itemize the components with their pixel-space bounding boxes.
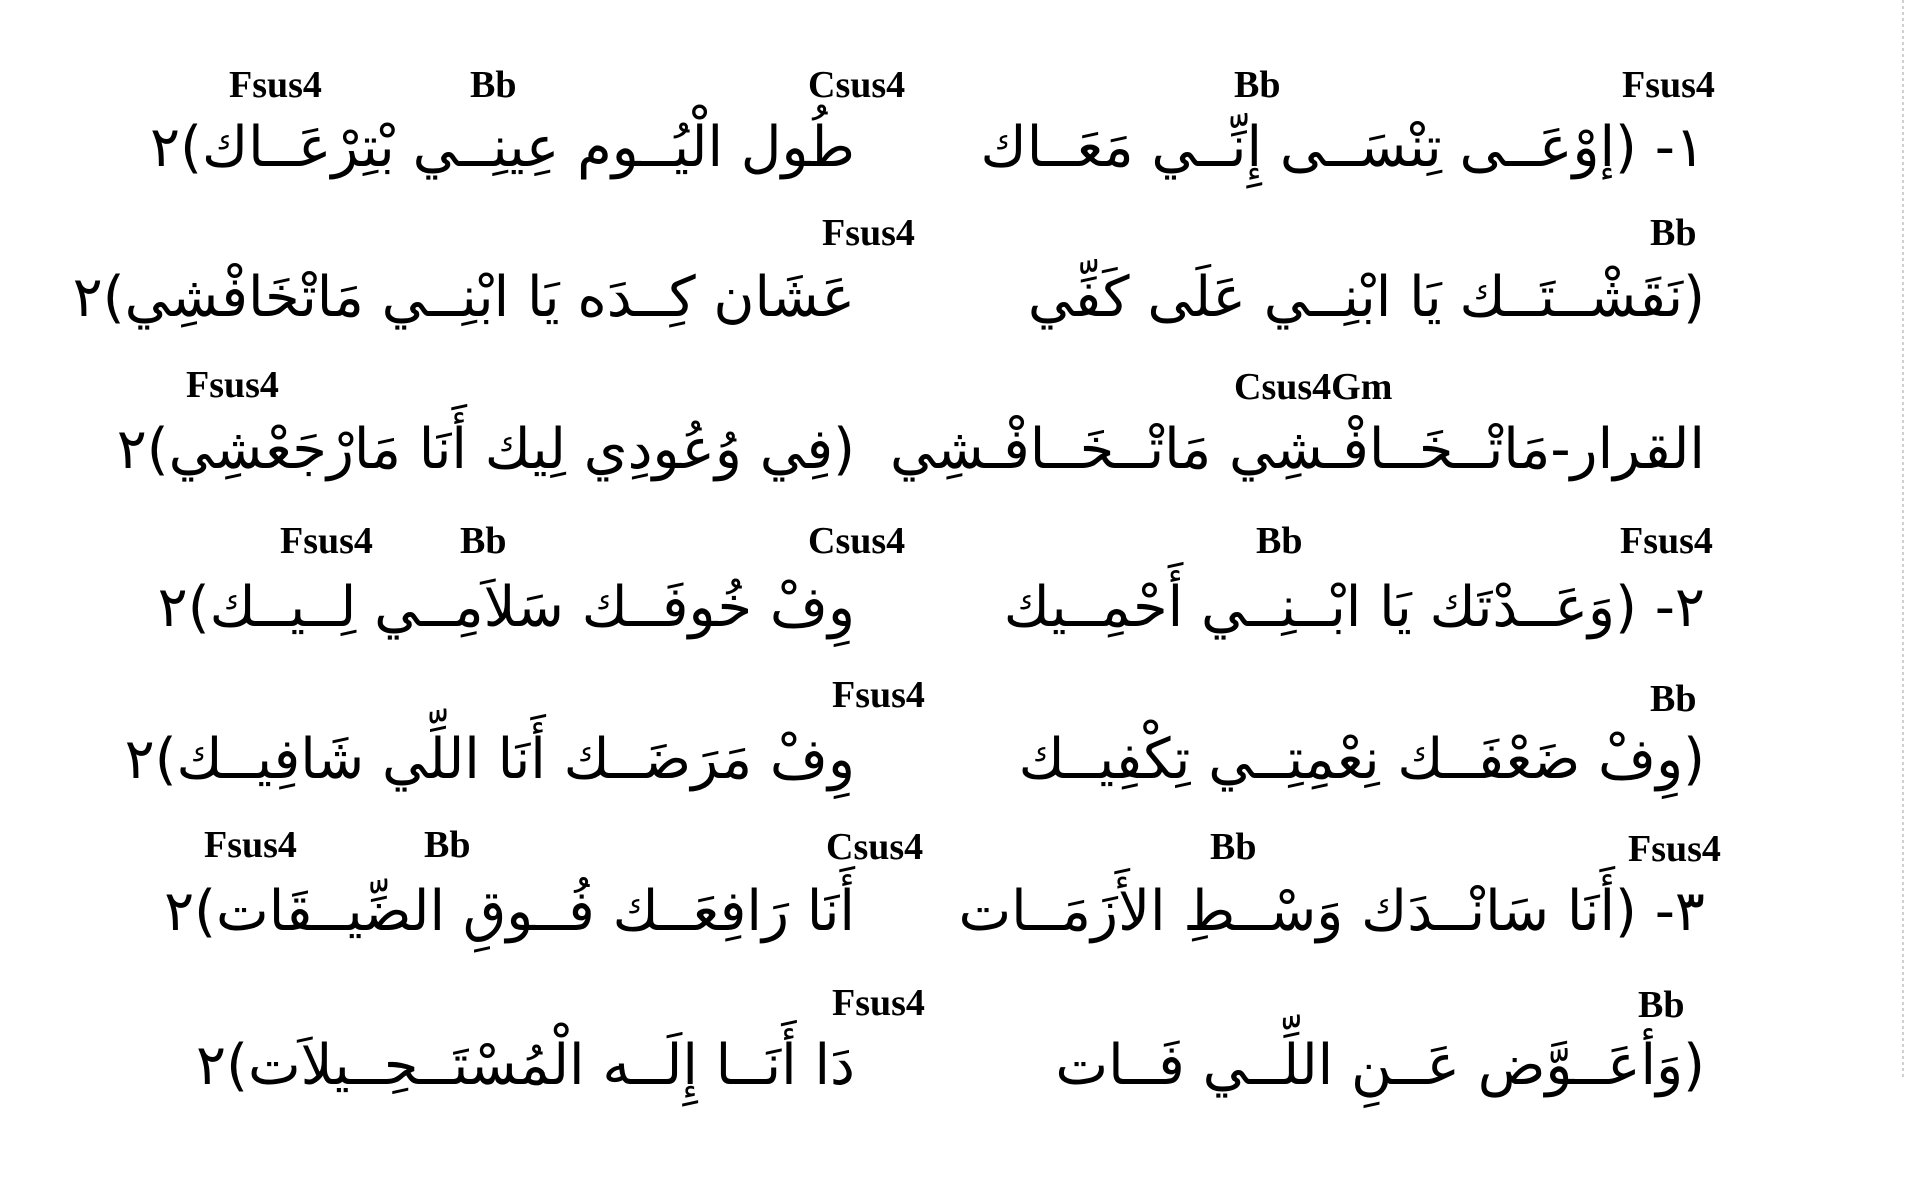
chord-label: Bb: [1650, 678, 1697, 720]
chord-label: Bb: [1234, 64, 1281, 106]
lyric-line-right: (نَقَشْــتَــك يَا ابْنِــي عَلَى كَفِّي: [1027, 265, 1705, 330]
lyric-line-right: ٢- (وَعَــدْتَك يَا ابْــنِــي أَحْمِــيك: [1003, 575, 1705, 640]
lyric-line-left: عَشَان كِــدَه يَا ابْنِــي مَاتْخَافْشِي)٢: [72, 265, 855, 330]
page-edge-line: [1902, 0, 1904, 1080]
chord-label: Csus4: [826, 826, 924, 868]
lyric-line-left: وِفْ خُوفَــك سَلاَمِــي لِــيــك)٢: [157, 575, 855, 640]
chord-label: Csus4Gm: [1234, 366, 1393, 408]
chord-label: Fsus4: [822, 212, 915, 254]
lyric-line-left: أَنَا رَافِعَــك فُــوقِ الضِّيــقَات)٢: [164, 879, 855, 944]
lyric-line-right: ١- (إوْعَــى تِنْسَــى إِنِّــي مَعَــاك: [980, 115, 1705, 180]
lyric-line-right: (وِفْ ضَعْفَــك نِعْمِتِــي تِكْفِيــك: [1018, 727, 1705, 792]
chord-label: Bb: [424, 824, 471, 866]
lyric-line-left: (فِي وُعُودِي لِيك أَنَا مَارْجَعْشِي)٢: [116, 417, 855, 482]
chord-label: Bb: [1650, 212, 1697, 254]
chord-label: Fsus4: [1628, 828, 1721, 870]
chord-label: Fsus4: [1620, 520, 1713, 562]
chord-label: Fsus4: [280, 520, 373, 562]
chord-label: Bb: [460, 520, 507, 562]
chord-label: Fsus4: [1622, 64, 1715, 106]
lyric-line-left: دَا أَنَــا إِلَــه الْمُسْتَــحِــيلاَت)٢: [196, 1033, 855, 1098]
chord-label: Bb: [1638, 984, 1685, 1026]
chord-label: Csus4: [808, 520, 906, 562]
chord-label: Bb: [470, 64, 517, 106]
lyric-line-left: وِفْ مَرَضَــك أَنَا اللِّي شَافِيــك)٢: [124, 727, 855, 792]
chord-label: Fsus4: [832, 982, 925, 1024]
lyric-line-right: القرار-مَاتْــخَــافْـشِي مَاتْــخَــافْـشِي: [889, 417, 1705, 482]
chord-label: Csus4: [808, 64, 906, 106]
lyric-line-left: طُول الْيُــوم عِينِــي بْتِرْعَــاك)٢: [150, 115, 855, 180]
lyric-line-right: ٣- (أَنَا سَانْــدَك وَسْــطِ الأَزَمَــات: [958, 879, 1705, 944]
chord-label: Bb: [1256, 520, 1303, 562]
chord-label: Fsus4: [186, 364, 279, 406]
chord-label: Fsus4: [832, 674, 925, 716]
chord-label: Fsus4: [204, 824, 297, 866]
chord-label: Bb: [1210, 826, 1257, 868]
lyric-line-right: (وَأعَــوَّض عَــنِ اللِّــي فَــات: [1055, 1033, 1705, 1098]
chord-label: Fsus4: [229, 64, 322, 106]
